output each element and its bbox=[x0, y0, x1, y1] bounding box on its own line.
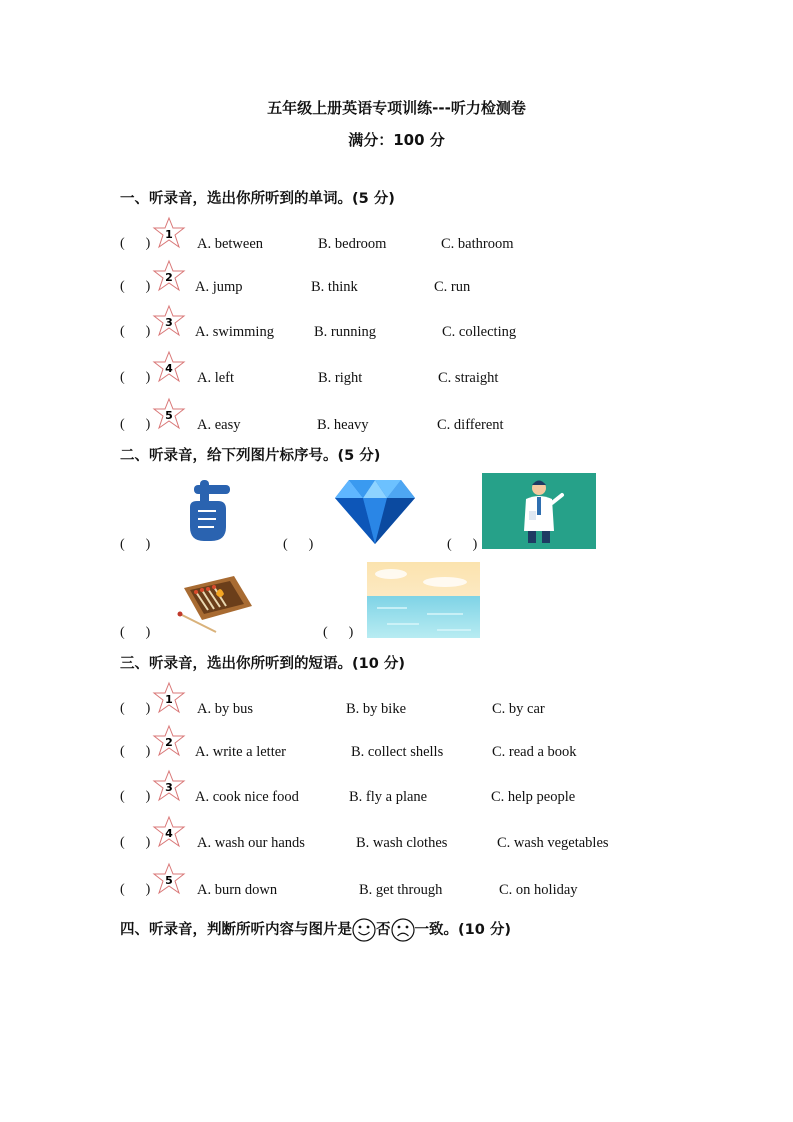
star-number-icon bbox=[152, 397, 186, 431]
star-number-icon bbox=[152, 350, 186, 384]
option-a: A. write a letter bbox=[195, 744, 286, 760]
star-number-icon bbox=[152, 769, 186, 803]
option-c: C. help people bbox=[491, 789, 576, 805]
section4-heading bbox=[120, 918, 511, 942]
doctor-picture bbox=[482, 473, 596, 549]
answer-blank[interactable]: ( ) bbox=[120, 789, 151, 804]
answer-blank[interactable]: ( ) bbox=[120, 324, 151, 339]
option-c: C. collecting bbox=[442, 324, 517, 340]
diamond-picture bbox=[333, 478, 417, 546]
svg-text:5: 5 bbox=[165, 409, 173, 422]
answer-blank[interactable]: ( ) bbox=[120, 417, 151, 432]
option-a: A. burn down bbox=[197, 882, 278, 898]
svg-text:3: 3 bbox=[165, 781, 173, 794]
star-number-icon bbox=[152, 724, 186, 758]
option-c: C. bathroom bbox=[441, 236, 514, 252]
svg-text:4: 4 bbox=[165, 827, 173, 840]
star-number-icon bbox=[152, 304, 186, 338]
option-c: C. wash vegetables bbox=[497, 835, 609, 851]
answer-blank[interactable]: ( ) bbox=[120, 835, 151, 850]
page-title: 五年级上册英语专项训练---听力检测卷 bbox=[267, 99, 526, 117]
answer-blank[interactable]: ( ) bbox=[120, 744, 151, 759]
option-a: A. left bbox=[197, 370, 235, 386]
option-b: B. running bbox=[314, 324, 377, 340]
svg-text:5: 5 bbox=[165, 874, 173, 887]
answer-blank[interactable]: ( ) bbox=[120, 701, 151, 716]
option-c: C. run bbox=[434, 279, 471, 295]
option-c: C. on holiday bbox=[499, 882, 578, 898]
option-c: C. different bbox=[437, 417, 504, 433]
svg-text:1: 1 bbox=[165, 693, 173, 706]
answer-blank[interactable]: ( ) bbox=[120, 370, 151, 385]
option-a: A. between bbox=[197, 236, 264, 252]
answer-blank[interactable]: ( ) bbox=[323, 625, 354, 640]
answer-blank[interactable]: ( ) bbox=[120, 537, 151, 552]
matches-picture bbox=[176, 570, 256, 634]
option-b: B. get through bbox=[359, 882, 443, 898]
sea-picture bbox=[367, 562, 480, 638]
svg-text:2: 2 bbox=[165, 736, 173, 749]
option-a: A. easy bbox=[197, 417, 241, 433]
section2-heading: 二、听录音，给下列图片标序号。(5 分) bbox=[120, 448, 381, 464]
option-c: C. by car bbox=[492, 701, 545, 717]
star-number-icon bbox=[152, 815, 186, 849]
option-b: B. by bike bbox=[346, 701, 407, 717]
star-number-icon bbox=[152, 259, 186, 293]
option-b: B. heavy bbox=[317, 417, 369, 433]
svg-text:3: 3 bbox=[165, 316, 173, 329]
section4-heading-part2: 否 bbox=[376, 922, 391, 938]
section3-heading: 三、听录音，选出你所听到的短语。(10 分) bbox=[120, 656, 405, 672]
answer-blank[interactable]: ( ) bbox=[120, 625, 151, 640]
smile-face-icon bbox=[352, 918, 376, 942]
star-number-icon bbox=[152, 862, 186, 896]
sad-face-icon bbox=[391, 918, 415, 942]
section4-heading-part1: 四、听录音，判断所听内容与图片是 bbox=[120, 922, 352, 938]
option-a: A. jump bbox=[195, 279, 243, 295]
option-c: C. straight bbox=[438, 370, 499, 386]
svg-text:2: 2 bbox=[165, 271, 173, 284]
star-number-icon bbox=[152, 216, 186, 250]
option-a: A. by bus bbox=[197, 701, 253, 717]
option-b: B. bedroom bbox=[318, 236, 387, 252]
option-b: B. wash clothes bbox=[356, 835, 448, 851]
star-number-icon bbox=[152, 681, 186, 715]
option-a: A. swimming bbox=[195, 324, 274, 340]
answer-blank[interactable]: ( ) bbox=[120, 279, 151, 294]
option-a: A. cook nice food bbox=[195, 789, 299, 805]
section4-heading-part3: 一致。(10 分) bbox=[414, 922, 511, 938]
svg-text:4: 4 bbox=[165, 362, 173, 375]
option-c: C. read a book bbox=[492, 744, 577, 760]
full-score: 满分：100 分 bbox=[348, 131, 445, 149]
option-b: B. collect shells bbox=[351, 744, 444, 760]
option-b: B. fly a plane bbox=[349, 789, 428, 805]
svg-text:1: 1 bbox=[165, 228, 173, 241]
answer-blank[interactable]: ( ) bbox=[120, 236, 151, 251]
answer-blank[interactable]: ( ) bbox=[447, 537, 478, 552]
option-b: B. right bbox=[318, 370, 363, 386]
option-a: A. wash our hands bbox=[197, 835, 305, 851]
answer-blank[interactable]: ( ) bbox=[120, 882, 151, 897]
answer-blank[interactable]: ( ) bbox=[283, 537, 314, 552]
section1-heading: 一、听录音，选出你所听到的单词。(5 分) bbox=[120, 191, 395, 207]
quiet-gesture-picture bbox=[186, 477, 236, 545]
option-b: B. think bbox=[311, 279, 358, 295]
